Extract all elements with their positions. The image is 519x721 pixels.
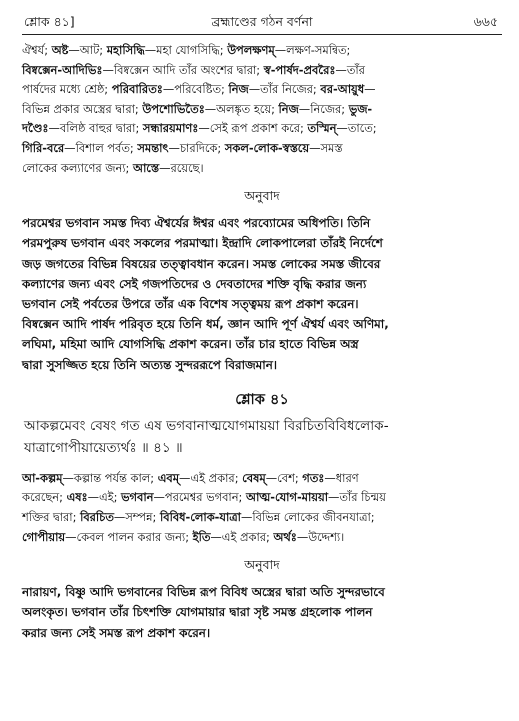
term-meaning: —অলঙ্কৃত হয়ে; [204,101,279,116]
synonym-line [22,119,502,139]
synonym-line [22,80,502,100]
term-meaning: ঐশ্বর্য; [22,43,52,57]
header-page-number: ৬৬৫ [473,14,498,29]
translation-line: বিষ্বক্সেন আদি পার্ষদ পরিবৃত হয়ে তিনি ধর্ম, জ্ঞান আদি পূর্ণ ঐশ্বর্য এবং অণিমা, [22,317,389,332]
sanskrit-term: স্ব-পার্ষদ-প্রবরৈঃ [263,62,336,77]
term-meaning: —রয়েছে। [159,160,204,175]
verse-text [22,415,502,459]
translation-line: অলংকৃত। ভগবান তাঁর চিৎশক্তি যোগমায়ার দ্বারা সৃষ্ট সমস্ত গ্রহলোক পালন [22,605,373,620]
term-meaning: —ধারণ [324,470,359,485]
term-meaning: —সমস্ত [309,140,343,155]
term-meaning: —তাতে; [336,121,377,136]
translation-line: করার জন্য সেই সমস্ত রূপ প্রকাশ করেন। [22,625,211,640]
sanskrit-term: গতঃ [302,470,325,485]
term-meaning: —পরমেশ্বর ভগবান; [153,490,246,505]
term-meaning: —সম্পন্ন; [113,509,160,524]
translation-line: পরমেশ্বর ভগবান সমস্ত দিব্য ঐশ্বর্যের ঈশ্বর এবং পরব্যোমের অধিপতি। তিনি [22,216,371,231]
translation-line: জড় জগতের বিভিন্ন বিষয়ের তত্ত্বাবধান করেন। সমস্ত লোকের সমস্ত জীবের [22,256,381,271]
sanskrit-term: আ-কল্পম্ [22,470,63,485]
header-rule [22,34,502,35]
verse-line: আকল্পমেবং বেষং গত এষ ভগবানাত্মযোগমায়য়া বিরচিতবিবিধলোক- [24,417,389,434]
sanskrit-term: নিজ [228,82,249,97]
sanskrit-term: সমন্তাৎ [137,140,169,155]
sanskrit-term: ইতি [192,529,211,544]
translation-line: লঘিমা, মহিমা আদি যোগসিদ্ধি প্রকাশ করেন। তাঁর চার হাতে বিভিন্ন অস্ত্র [22,337,359,352]
term-meaning: —সেই রূপ প্রকাশ করে; [198,121,308,136]
verse-line: যাত্রাগোপীয়ায়েত্যর্থঃ ॥ ৪১ ॥ [24,439,183,456]
synonyms-block-1 [22,41,502,178]
sanskrit-term: তস্মিন্ [307,121,337,136]
term-meaning: —কল্পান্ত পর্যন্ত কাল; [62,470,158,485]
sanskrit-term: বিষ্বক্সেন-আদিভিঃ [22,62,103,77]
term-meaning: বিভিন্ন প্রকার অস্ত্রের দ্বারা; [22,101,143,116]
term-meaning: —তাঁর নিজের; [248,82,321,97]
translation-block-1 [22,213,502,375]
synonym-line [22,100,502,120]
term-meaning: —মহা যোগসিদ্ধি; [144,43,228,57]
term-meaning: —তাঁর [335,62,365,77]
header-chapter-title: ব্রহ্মাণ্ডের গঠন বর্ণনা [211,14,313,29]
sanskrit-term: বিরচিত [80,509,114,524]
term-meaning: —নিজের; [298,101,349,116]
sanskrit-term: বেষম্ [242,470,266,485]
synonym-line [22,41,502,61]
term-meaning: করেছেন; [22,490,67,505]
term-meaning: —বিভিন্ন লোকের জীবনযাত্রা; [240,509,375,524]
translation-line: কল্যাণের জন্য এবং সেই গজপতিদের ও দেবতাদের শক্তি বৃদ্ধি করার জন্য [22,276,367,291]
sanskrit-term: উপলক্ষণম্ [227,43,275,57]
term-meaning: —আট; [68,43,107,57]
synonym-line [22,159,502,179]
sanskrit-term: সকল-লোক-স্বস্তয়ে [224,140,310,155]
shloka-number: শ্লোক ৪১ [235,391,289,408]
sanskrit-term: অর্থঃ [273,529,297,544]
term-meaning: —বিষ্বক্সেন আদি তাঁর অংশের দ্বারা; [102,62,264,77]
translation-block-2 [22,582,502,643]
sanskrit-term: অষ্ট [51,43,69,57]
sanskrit-term: ভুজ- [348,101,373,116]
sanskrit-term: নিজ [278,101,299,116]
term-meaning: —বিশাল পর্বত; [64,140,138,155]
translation-line: পরমপুরুষ ভগবান এবং সকলের পরমাত্মা। ইন্দ্রাদি লোকপালেরা তাঁরই নির্দেশে [22,236,383,251]
sanskrit-term: আস্তে [133,160,160,175]
sanskrit-term: এষঃ [66,490,88,505]
term-meaning: পার্ষদের মধ্যে শ্রেষ্ঠ; [22,82,112,97]
translation-heading-2: অনুবাদ [244,557,280,573]
header-verse-ref: শ্লোক ৪১] [24,14,75,29]
sanskrit-term: মহাসিদ্ধি [106,43,145,57]
translation-heading-1: অনুবাদ [244,188,280,204]
synonym-line [22,488,502,508]
synonym-line [22,469,502,489]
synonym-line [22,528,502,548]
term-meaning: —বলিষ্ঠ বাহুর দ্বারা; [48,121,143,136]
term-meaning: — [364,82,376,97]
sanskrit-term: দণ্ডৈঃ [22,121,49,136]
sanskrit-term: সন্ধারয়মাণঃ [142,121,199,136]
term-meaning: শক্তির দ্বারা; [22,509,81,524]
synonym-line [22,61,502,81]
term-meaning: —চারদিকে; [168,140,225,155]
sanskrit-term: এবম্ [157,470,180,485]
sanskrit-term: আত্ম-যোগ-মায়য়া [246,490,329,505]
term-meaning: লোকের কল্যাণের জন্য; [22,160,134,175]
sanskrit-term: বিবিধ-লোক-যাত্রা [159,509,241,524]
term-meaning: —কেবল পালন করার জন্য; [65,529,193,544]
synonym-line [22,139,502,159]
term-meaning: —এই প্রকার; [210,529,274,544]
term-meaning: —লক্ষণ-সমন্বিত; [274,43,351,57]
page [22,8,502,643]
term-meaning: —এই; [87,490,122,505]
term-meaning: —এই প্রকার; [179,470,243,485]
translation-line: দ্বারা সুসজ্জিত হয়ে তিনি অত্যন্ত সুন্দররূপে বিরাজমান। [22,357,278,372]
sanskrit-term: উপশোভিতৈঃ [142,101,205,116]
term-meaning: —বেশ; [265,470,303,485]
term-meaning: —তাঁর চিন্ময় [328,490,386,505]
synonyms-block-2 [22,469,502,547]
translation-line: ভগবান সেই পর্বতের উপরে তাঁর এক বিশেষ সত্ত্বময় রূপ প্রকাশ করেন। [22,296,359,311]
sanskrit-term: পরিবারিতঃ [111,82,163,97]
running-header [22,8,502,34]
sanskrit-term: বর-আয়ুধ [320,82,365,97]
term-meaning: —পরিবেষ্টিত; [162,82,229,97]
term-meaning: —উদ্দেশ্য। [296,529,345,544]
sanskrit-term: গিরি-বরে [22,140,65,155]
synonym-line [22,508,502,528]
sanskrit-term: গোপীয়ায় [22,529,66,544]
sanskrit-term: ভগবান [121,490,154,505]
translation-line: নারায়ণ, বিষ্ণু আদি ভগবানের বিভিন্ন রূপ বিবিধ অস্ত্রের দ্বারা অতি সুন্দরভাবে [22,585,385,600]
